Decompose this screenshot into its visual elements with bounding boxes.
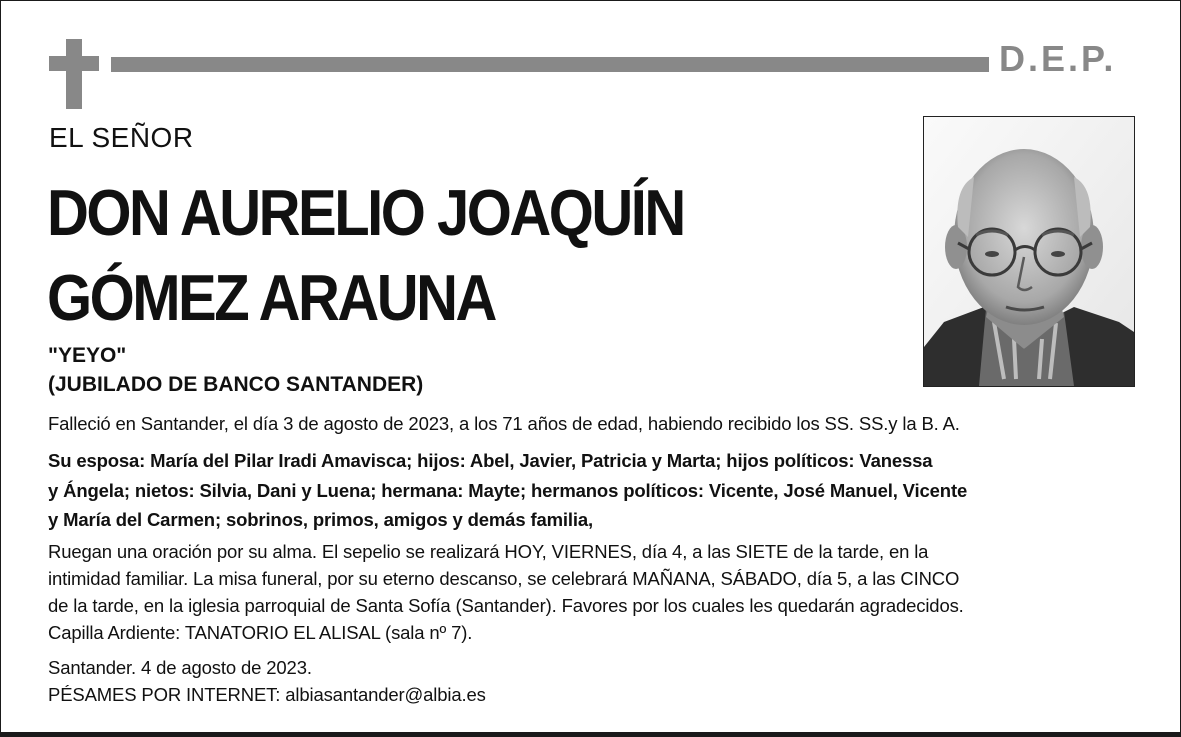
- name-line-1: DON AURELIO JOAQUÍN: [47, 176, 684, 250]
- name-line-2: GÓMEZ ARAUNA: [47, 261, 495, 335]
- header-rule: [111, 57, 989, 72]
- death-notice: Falleció en Santander, el día 3 de agosto de 2023, a los 71 años de edad, habiendo recibido los SS. SS.y la B. A.: [48, 413, 960, 434]
- portrait-photo: [923, 116, 1135, 387]
- service-line: intimidad familiar. La misa funeral, por su eterno descanso, se celebrará MAÑANA, SÁBADO, día 5, a las CINCO: [48, 568, 960, 589]
- family-line: y Ángela; nietos: Silvia, Dani y Luena; hermana: Mayte; hermanos políticos: Vicente, José Manuel, Vicente: [48, 480, 968, 501]
- nickname-block: [48, 341, 423, 399]
- occupation: (JUBILADO DE BANCO SANTANDER): [48, 373, 424, 396]
- family-line: Su esposa: María del Pilar Iradi Amavisca; hijos: Abel, Javier, Patricia y Marta; hijos políticos: Vanessa: [48, 450, 933, 471]
- condolences-contact: PÉSAMES POR INTERNET: albiasantander@albia.es: [48, 684, 486, 705]
- honorific: EL SEÑOR: [49, 122, 194, 153]
- nickname: "YEYO": [48, 344, 127, 367]
- service-line: de la tarde, en la iglesia parroquial de Santa Sofía (Santander). Favores por los cuales les quedarán agradecidos.: [48, 595, 964, 616]
- family-line: y María del Carmen; sobrinos, primos, amigos y demás familia,: [48, 509, 594, 530]
- dep-label: D.E.P.: [999, 38, 1117, 79]
- place-date: Santander. 4 de agosto de 2023.: [48, 657, 312, 678]
- service-line: Capilla Ardiente: TANATORIO EL ALISAL (sala nº 7).: [48, 622, 473, 643]
- deceased-name: [47, 171, 684, 341]
- service-line: Ruegan una oración por su alma. El sepelio se realizará HOY, VIERNES, día 4, a las SIETE de la tarde, en la: [48, 541, 929, 562]
- cross-icon: [66, 39, 82, 109]
- cross-icon-bar: [49, 56, 99, 71]
